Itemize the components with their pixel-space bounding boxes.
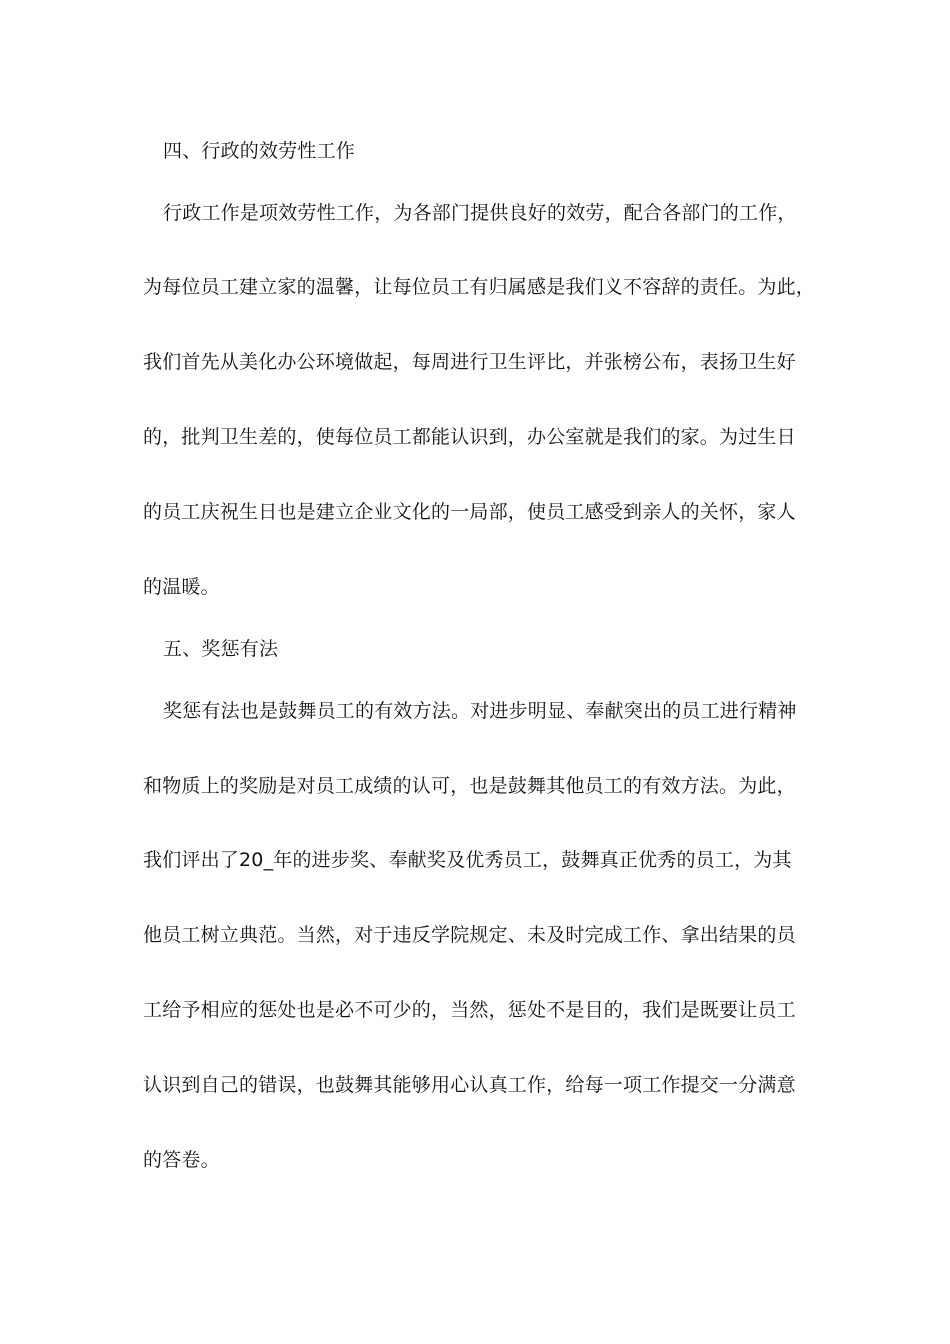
section-5-heading: 五、奖惩有法	[163, 638, 279, 660]
section-4-line-3: 我们首先从美化办公环境做起，每周进行卫生评比，并张榜公布，表扬卫生好	[143, 351, 796, 373]
section-4-line-2: 为每位员工建立家的温馨，让每位员工有归属感是我们义不容辞的责任。为此，	[143, 276, 816, 298]
section-5-line-5: 工给予相应的惩处也是必不可少的，当然，惩处不是目的，我们是既要让员工	[143, 999, 796, 1021]
section-4-line-6: 的温暖。	[143, 576, 220, 598]
section-4-heading: 四、行政的效劳性工作	[163, 140, 356, 162]
section-5-line-2: 和物质上的奖励是对员工成绩的认可，也是鼓舞其他员工的有效方法。为此，	[143, 775, 796, 797]
section-5-line-4: 他员工树立典范。当然，对于违反学院规定、未及时完成工作、拿出结果的员	[143, 924, 796, 946]
section-4-line-4: 的，批判卫生差的，使每位员工都能认识到，办公室就是我们的家。为过生日	[143, 426, 796, 448]
section-4-line-5: 的员工庆祝生日也是建立企业文化的一局部，使员工感受到亲人的关怀，家人	[143, 501, 796, 523]
section-5-line-1: 奖惩有法也是鼓舞员工的有效方法。对进步明显、奉献突出的员工进行精神	[163, 700, 797, 722]
section-5-line-6: 认识到自己的错误，也鼓舞其能够用心认真工作，给每一项工作提交一分满意	[143, 1074, 796, 1096]
section-5-line-3: 我们评出了20_年的进步奖、奉献奖及优秀员工，鼓舞真正优秀的员工，为其	[143, 849, 792, 871]
section-5-line-7: 的答卷。	[143, 1149, 220, 1171]
section-4-line-1: 行政工作是项效劳性工作，为各部门提供良好的效劳，配合各部门的工作，	[163, 202, 797, 224]
